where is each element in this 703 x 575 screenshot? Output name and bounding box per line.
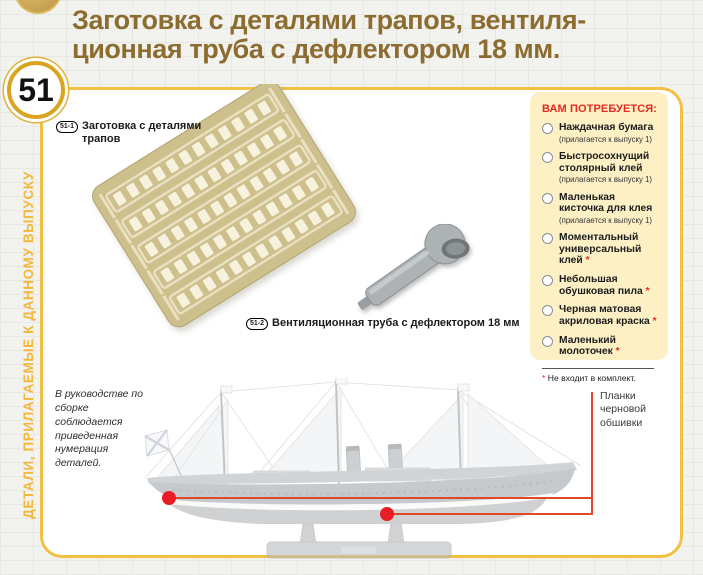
requirements-header: ВАМ ПОТРЕБУЕТСЯ: — [542, 103, 658, 115]
callout-line-vertical — [591, 392, 593, 515]
part-code-badge: 51-2 — [246, 318, 268, 330]
vent-tube-photo — [348, 224, 470, 324]
list-item — [542, 122, 658, 144]
item-note: (прилагается к выпуску 1) — [559, 175, 653, 185]
part-label-51-2 — [246, 317, 576, 330]
part-label-51-1 — [56, 120, 216, 145]
callout-line-horizontal-bottom — [387, 513, 593, 515]
callout-dot-hull — [380, 507, 394, 521]
part-name: Вентиляционная труба с дефлектором 18 мм — [272, 317, 520, 329]
list-item — [542, 151, 658, 185]
item-label: Небольшая обушковая пила — [559, 274, 643, 297]
checkbox-circle-icon — [542, 123, 553, 134]
footnote-text: Не входит в комплект. — [545, 372, 636, 383]
mast-flags — [221, 378, 469, 393]
list-item — [542, 335, 658, 358]
requirements-panel — [530, 92, 668, 383]
list-item — [542, 192, 658, 226]
item-asterisk: * — [585, 255, 590, 267]
side-strip-label: ДЕТАЛИ, ПРИЛАГАЕМЫЕ К ДАННОМУ ВЫПУСКУ — [21, 171, 36, 519]
item-label: Черная матовая акриловая краска — [559, 304, 650, 327]
item-label: Маленький молоточек — [559, 334, 616, 358]
issue-number: 51 — [18, 71, 54, 108]
checkbox-circle-icon — [542, 336, 553, 347]
checkbox-circle-icon — [542, 305, 553, 316]
numbering-note: В руководстве по сборке соблюдается приведенная нумерация деталей. — [55, 388, 143, 470]
item-label: Быстросохнущий столярный клей — [559, 150, 650, 174]
checkbox-circle-icon — [542, 152, 553, 163]
item-label: Моментальный универсальный клей — [559, 232, 642, 267]
footnote-asterisk: * — [542, 372, 546, 383]
issue-number-badge — [7, 61, 65, 119]
item-label: Маленькая кисточка для клея — [559, 191, 653, 215]
checkbox-circle-icon — [542, 275, 553, 286]
item-label: Наждачная бумага — [559, 122, 654, 133]
item-asterisk: * — [615, 346, 620, 358]
item-note: (прилагается к выпуску 1) — [559, 134, 653, 144]
checkbox-circle-icon — [542, 233, 553, 244]
callout-label: Планки черновой обшивки — [600, 390, 646, 429]
item-note: (прилагается к выпуску 1) — [559, 215, 653, 225]
page-title-line1: Заготовка с деталями трапов, вентиля- — [72, 5, 586, 35]
page-title — [72, 6, 692, 64]
callout-dot-bow — [162, 491, 176, 505]
coin-edge-decoration — [14, 0, 62, 14]
list-item — [542, 304, 658, 327]
item-asterisk: * — [652, 315, 657, 327]
display-stand — [267, 522, 451, 558]
part-code-badge: 51-1 — [56, 121, 78, 133]
callout-line-horizontal-top — [169, 497, 593, 499]
page-title-line2: ционная труба с дефлектором 18 мм. — [72, 33, 560, 64]
part-name: Заготовка с деталями трапов — [82, 120, 202, 145]
item-asterisk: * — [645, 285, 650, 297]
list-item — [542, 232, 658, 267]
checkbox-circle-icon — [542, 193, 553, 204]
list-item — [542, 274, 658, 297]
ship-model-photo — [133, 378, 593, 568]
